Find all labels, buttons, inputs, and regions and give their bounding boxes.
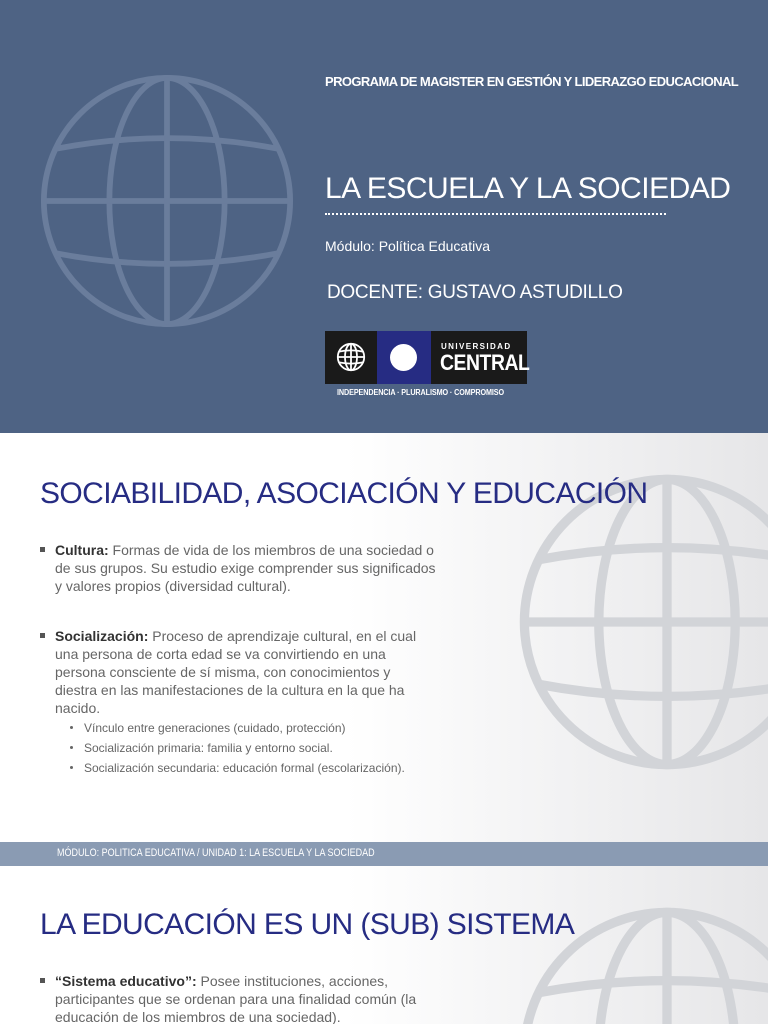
term-definition: Formas de vida de los miembros de una sociedad o de sus grupos. Su estudio exige comprender sus significados y valores propios (diversidad cultural). — [55, 542, 436, 594]
list-item-cultura — [55, 541, 440, 595]
cover-slide — [0, 0, 768, 433]
bullet-marker — [40, 978, 45, 983]
logo-university-text: UNIVERSIDAD — [441, 342, 512, 351]
logo-wordmark-block — [431, 331, 530, 384]
slide-footer — [0, 842, 768, 866]
program-name: PROGRAMA DE MAGISTER EN GESTIÓN Y LIDERAZGO EDUCACIONAL — [325, 74, 739, 89]
globe-watermark-icon — [36, 70, 298, 332]
term-label: Socialización: — [55, 628, 149, 644]
sub-list-item: Vínculo entre generaciones (cuidado, protección) — [70, 718, 405, 738]
content-slide-sociabilidad — [0, 433, 768, 866]
sub-list-item: Socialización secundaria: educación formal (escolarización). — [70, 758, 405, 778]
logo-circle-icon — [390, 344, 417, 371]
content-slide-subsistema — [0, 866, 768, 1024]
globe-background-icon — [512, 467, 768, 777]
bullet-marker — [40, 547, 45, 552]
sub-list-item: Socialización primaria: familia y entorno social. — [70, 738, 405, 758]
term-definition: Posee instituciones, acciones, participantes que se ordenan para una finalidad común (la educación de los miembros de una sociedad). — [55, 973, 417, 1024]
logo-globe-icon — [336, 342, 366, 372]
list-item-socializacion — [55, 627, 430, 717]
logo-motto: INDEPENDENCIA · PLURALISMO · COMPROMISO — [337, 388, 505, 397]
title-divider — [325, 213, 666, 215]
footer-breadcrumb: MÓDULO: POLITICA EDUCATIVA / UNIDAD 1: LA ESCUELA Y LA SOCIEDAD — [57, 847, 375, 859]
slide-title: SOCIABILIDAD, ASOCIACIÓN Y EDUCACIÓN — [40, 477, 648, 510]
term-label: Cultura: — [55, 542, 109, 558]
logo-globe-block — [325, 331, 377, 384]
bullet-marker — [40, 633, 45, 638]
slide-title: LA EDUCACIÓN ES UN (SUB) SISTEMA — [40, 908, 575, 941]
teacher-name: DOCENTE: GUSTAVO ASTUDILLO — [327, 282, 623, 303]
list-item-sistema-educativo — [55, 972, 440, 1024]
cover-title: LA ESCUELA Y LA SOCIEDAD — [325, 172, 731, 205]
module-name: Módulo: Política Educativa — [325, 238, 490, 254]
university-logo — [325, 331, 530, 400]
sub-list — [70, 718, 405, 778]
term-definition: Proceso de aprendizaje cultural, en el cual una persona de corta edad se va convirtiendo en una persona consciente de sí misma, con conocimientos y diestra en las manifestaciones de la cultura en la que ha nacido. — [55, 628, 417, 716]
logo-dot-block — [377, 331, 431, 384]
logo-central-text: CENTRAL — [440, 350, 530, 375]
term-label: “Sistema educativo”: — [55, 973, 197, 989]
